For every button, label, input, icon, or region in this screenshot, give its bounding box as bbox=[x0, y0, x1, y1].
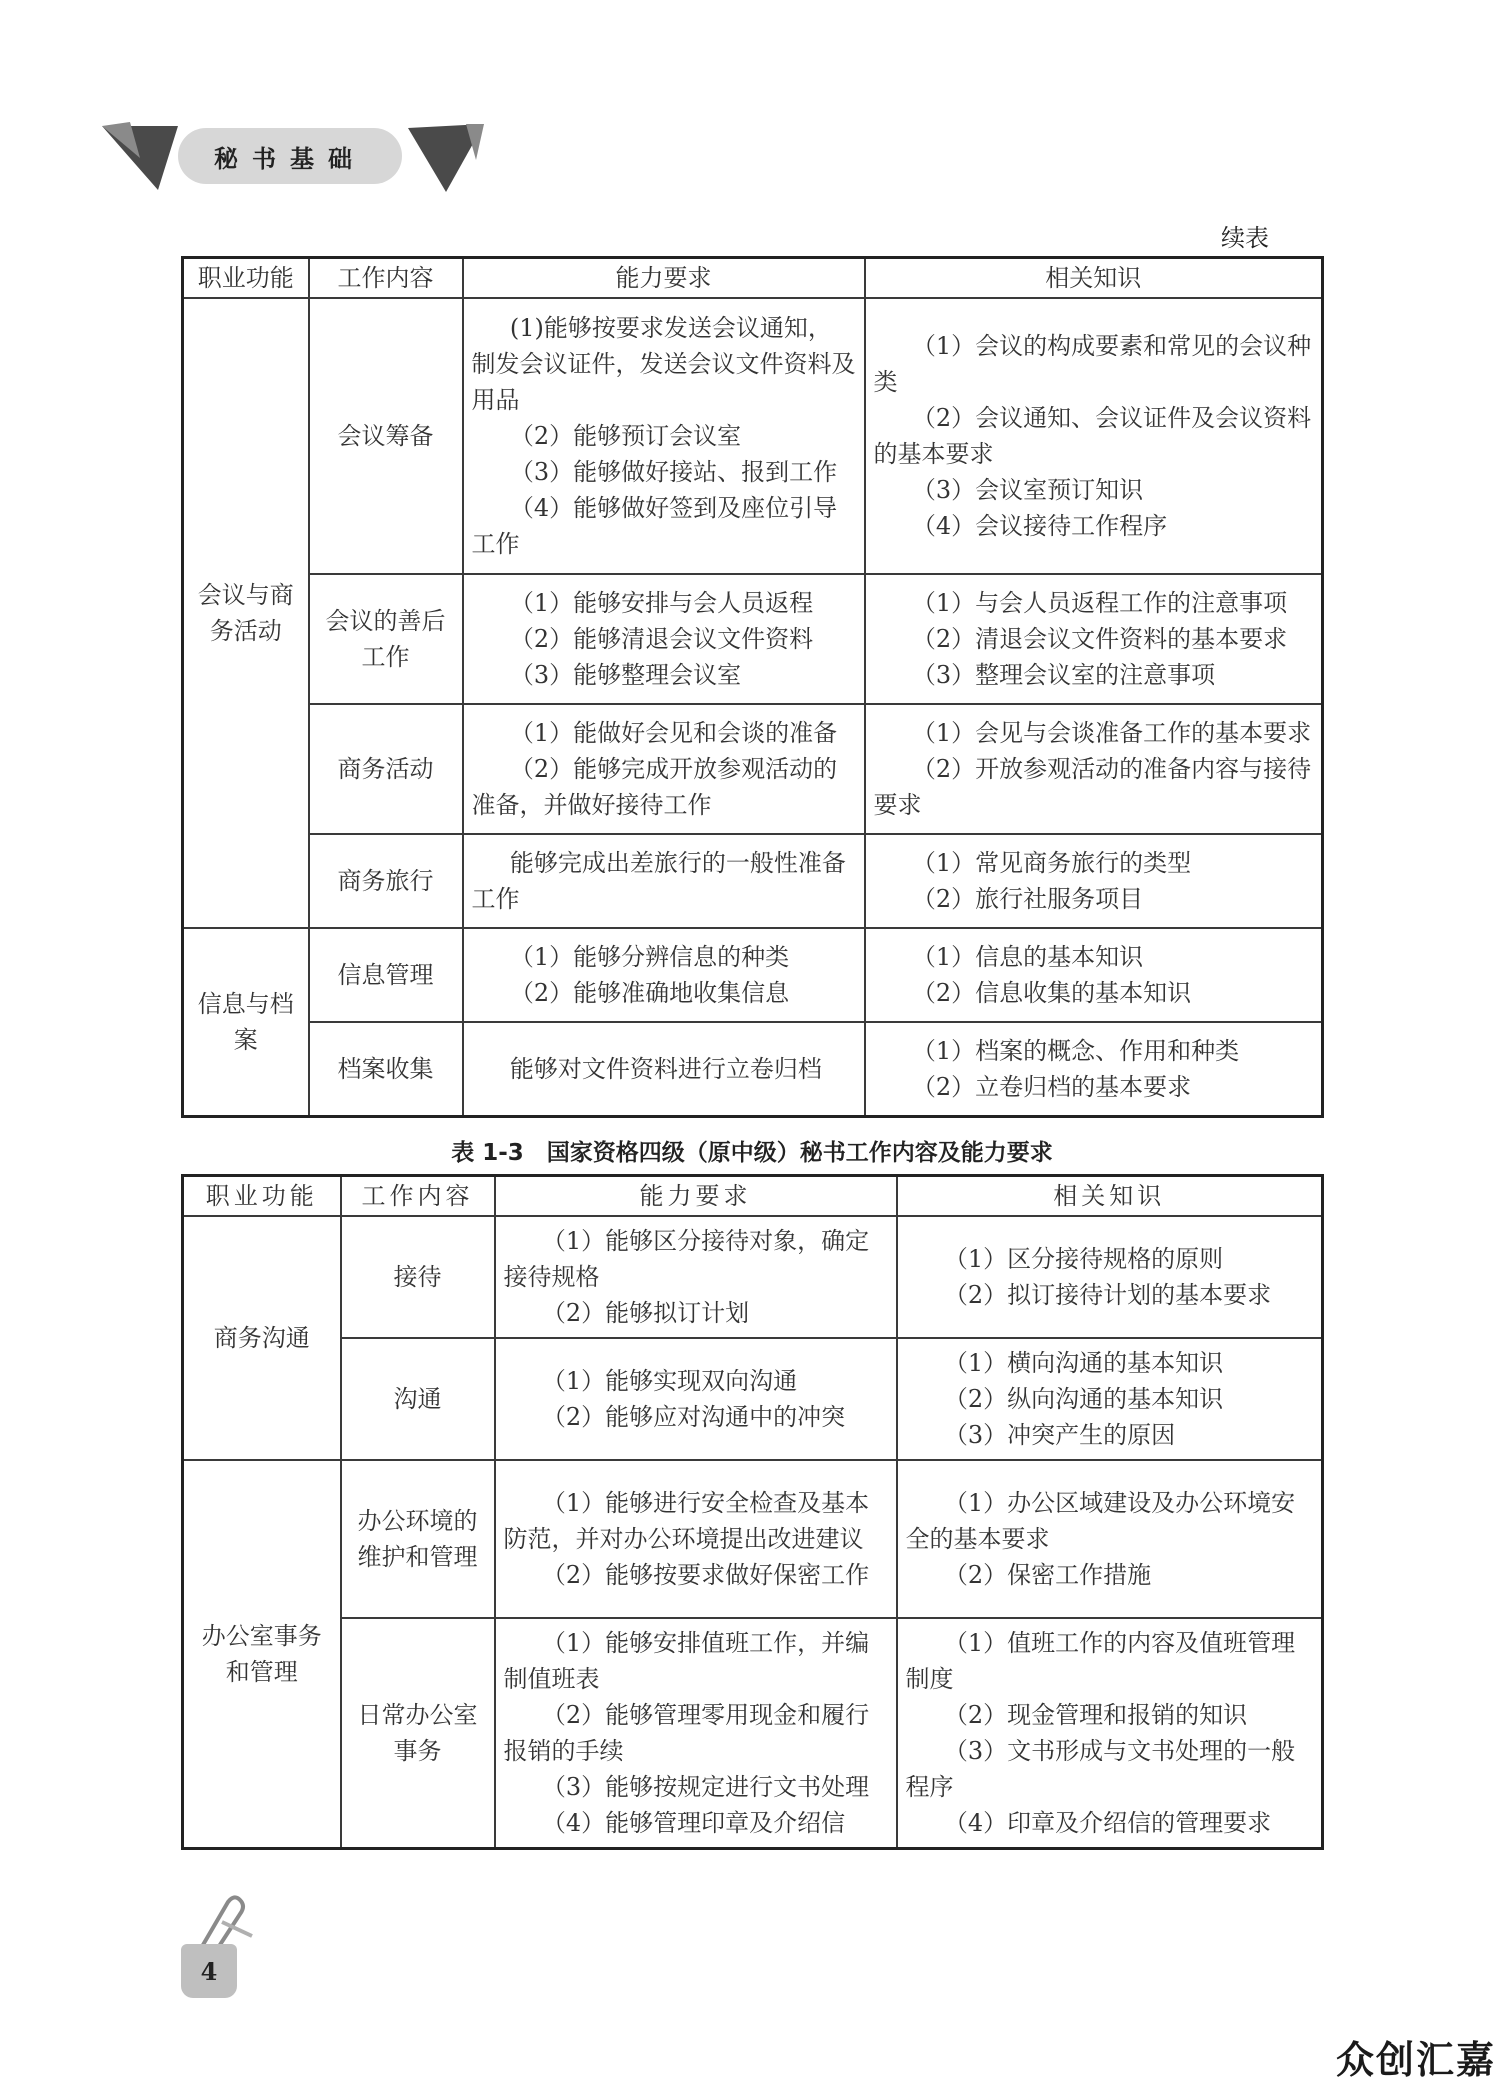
header-badge bbox=[100, 118, 490, 198]
ability-cell: (1)能够按要求发送会议通知，制发会议证件，发送会议文件资料及用品 （2）能够预订会议室 （3）能够做好接站、报到工作 （4）能够做好签到及座位引导工作 bbox=[463, 298, 865, 574]
function-cell: 商务沟通 bbox=[183, 1216, 341, 1460]
knowledge-cell: （1）常见商务旅行的类型 （2）旅行社服务项目 bbox=[865, 834, 1323, 928]
table-2 bbox=[181, 1174, 1324, 1850]
table-row bbox=[183, 928, 1323, 1022]
header-content: 工作内容 bbox=[309, 258, 463, 299]
right-triangle-icon bbox=[406, 120, 486, 194]
table-row bbox=[183, 1618, 1323, 1848]
function-cell: 信息与档案 bbox=[183, 928, 309, 1116]
knowledge-cell: （1）信息的基本知识 （2）信息收集的基本知识 bbox=[865, 928, 1323, 1022]
table-header-row bbox=[183, 1176, 1323, 1217]
header-knowledge: 相关知识 bbox=[865, 258, 1323, 299]
continued-label: 续表 bbox=[1221, 224, 1269, 252]
ability-cell: （1）能做好会见和会谈的准备 （2）能够完成开放参观活动的准备，并做好接待工作 bbox=[463, 704, 865, 834]
function-cell: 办公室事务和管理 bbox=[183, 1460, 341, 1848]
ability-cell: （1）能够安排值班工作，并编制值班表 （2）能够管理零用现金和履行报销的手续 （3）能够按规定进行文书处理 （4）能够管理印章及介绍信 bbox=[495, 1618, 897, 1848]
content-cell: 商务旅行 bbox=[309, 834, 463, 928]
knowledge-cell: （1）办公区域建设及办公环境安全的基本要求 （2）保密工作措施 bbox=[897, 1460, 1323, 1618]
table-row bbox=[183, 298, 1323, 574]
knowledge-cell: （1）档案的概念、作用和种类 （2）立卷归档的基本要求 bbox=[865, 1022, 1323, 1116]
content-cell: 会议筹备 bbox=[309, 298, 463, 574]
content-cell: 接待 bbox=[341, 1216, 495, 1338]
table-row bbox=[183, 1216, 1323, 1338]
left-triangle-icon bbox=[100, 118, 180, 192]
header-content: 工作内容 bbox=[341, 1176, 495, 1217]
content-cell: 沟通 bbox=[341, 1338, 495, 1460]
knowledge-cell: （1）值班工作的内容及值班管理制度 （2）现金管理和报销的知识 （3）文书形成与文书处理的一般程序 （4）印章及介绍信的管理要求 bbox=[897, 1618, 1323, 1848]
content-cell: 信息管理 bbox=[309, 928, 463, 1022]
content-cell: 日常办公室事务 bbox=[341, 1618, 495, 1848]
content-cell: 商务活动 bbox=[309, 704, 463, 834]
table-caption: 表 1-3 国家资格四级（原中级）秘书工作内容及能力要求 bbox=[451, 1140, 1053, 1166]
knowledge-cell: （1）横向沟通的基本知识 （2）纵向沟通的基本知识 （3）冲突产生的原因 bbox=[897, 1338, 1323, 1460]
ability-cell: （1）能够进行安全检查及基本防范，并对办公环境提出改进建议 （2）能够按要求做好保密工作 bbox=[495, 1460, 897, 1618]
knowledge-cell: （1）区分接待规格的原则 （2）拟订接待计划的基本要求 bbox=[897, 1216, 1323, 1338]
content-cell: 会议的善后工作 bbox=[309, 574, 463, 704]
book-title: 秘书基础 bbox=[178, 128, 402, 184]
knowledge-cell: （1）与会人员返程工作的注意事项 （2）清退会议文件资料的基本要求 （3）整理会议室的注意事项 bbox=[865, 574, 1323, 704]
table-row bbox=[183, 834, 1323, 928]
table-row bbox=[183, 1338, 1323, 1460]
function-cell: 会议与商务活动 bbox=[183, 298, 309, 928]
table-row bbox=[183, 1022, 1323, 1116]
ability-cell: （1）能够安排与会人员返程 （2）能够清退会议文件资料 （3）能够整理会议室 bbox=[463, 574, 865, 704]
ability-cell: 能够完成出差旅行的一般性准备工作 bbox=[463, 834, 865, 928]
header-knowledge: 相关知识 bbox=[897, 1176, 1323, 1217]
header-function: 职业功能 bbox=[183, 1176, 341, 1217]
knowledge-cell: （1）会议的构成要素和常见的会议种类 （2）会议通知、会议证件及会议资料的基本要求 （3）会议室预订知识 （4）会议接待工作程序 bbox=[865, 298, 1323, 574]
knowledge-cell: （1）会见与会谈准备工作的基本要求 （2）开放参观活动的准备内容与接待要求 bbox=[865, 704, 1323, 834]
content-cell: 办公环境的维护和管理 bbox=[341, 1460, 495, 1618]
content-cell: 档案收集 bbox=[309, 1022, 463, 1116]
page-number: 4 bbox=[181, 1944, 237, 1998]
ability-cell: （1）能够区分接待对象，确定接待规格 （2）能够拟订计划 bbox=[495, 1216, 897, 1338]
header-function: 职业功能 bbox=[183, 258, 309, 299]
header-ability: 能力要求 bbox=[495, 1176, 897, 1217]
ability-cell: （1）能够实现双向沟通 （2）能够应对沟通中的冲突 bbox=[495, 1338, 897, 1460]
watermark: 众创汇嘉 bbox=[1335, 2038, 1496, 2082]
table-row bbox=[183, 574, 1323, 704]
table-1 bbox=[181, 256, 1324, 1118]
ability-cell: 能够对文件资料进行立卷归档 bbox=[463, 1022, 865, 1116]
table-header-row bbox=[183, 258, 1323, 299]
table-row bbox=[183, 1460, 1323, 1618]
header-ability: 能力要求 bbox=[463, 258, 865, 299]
ability-cell: （1）能够分辨信息的种类 （2）能够准确地收集信息 bbox=[463, 928, 865, 1022]
table-row bbox=[183, 704, 1323, 834]
